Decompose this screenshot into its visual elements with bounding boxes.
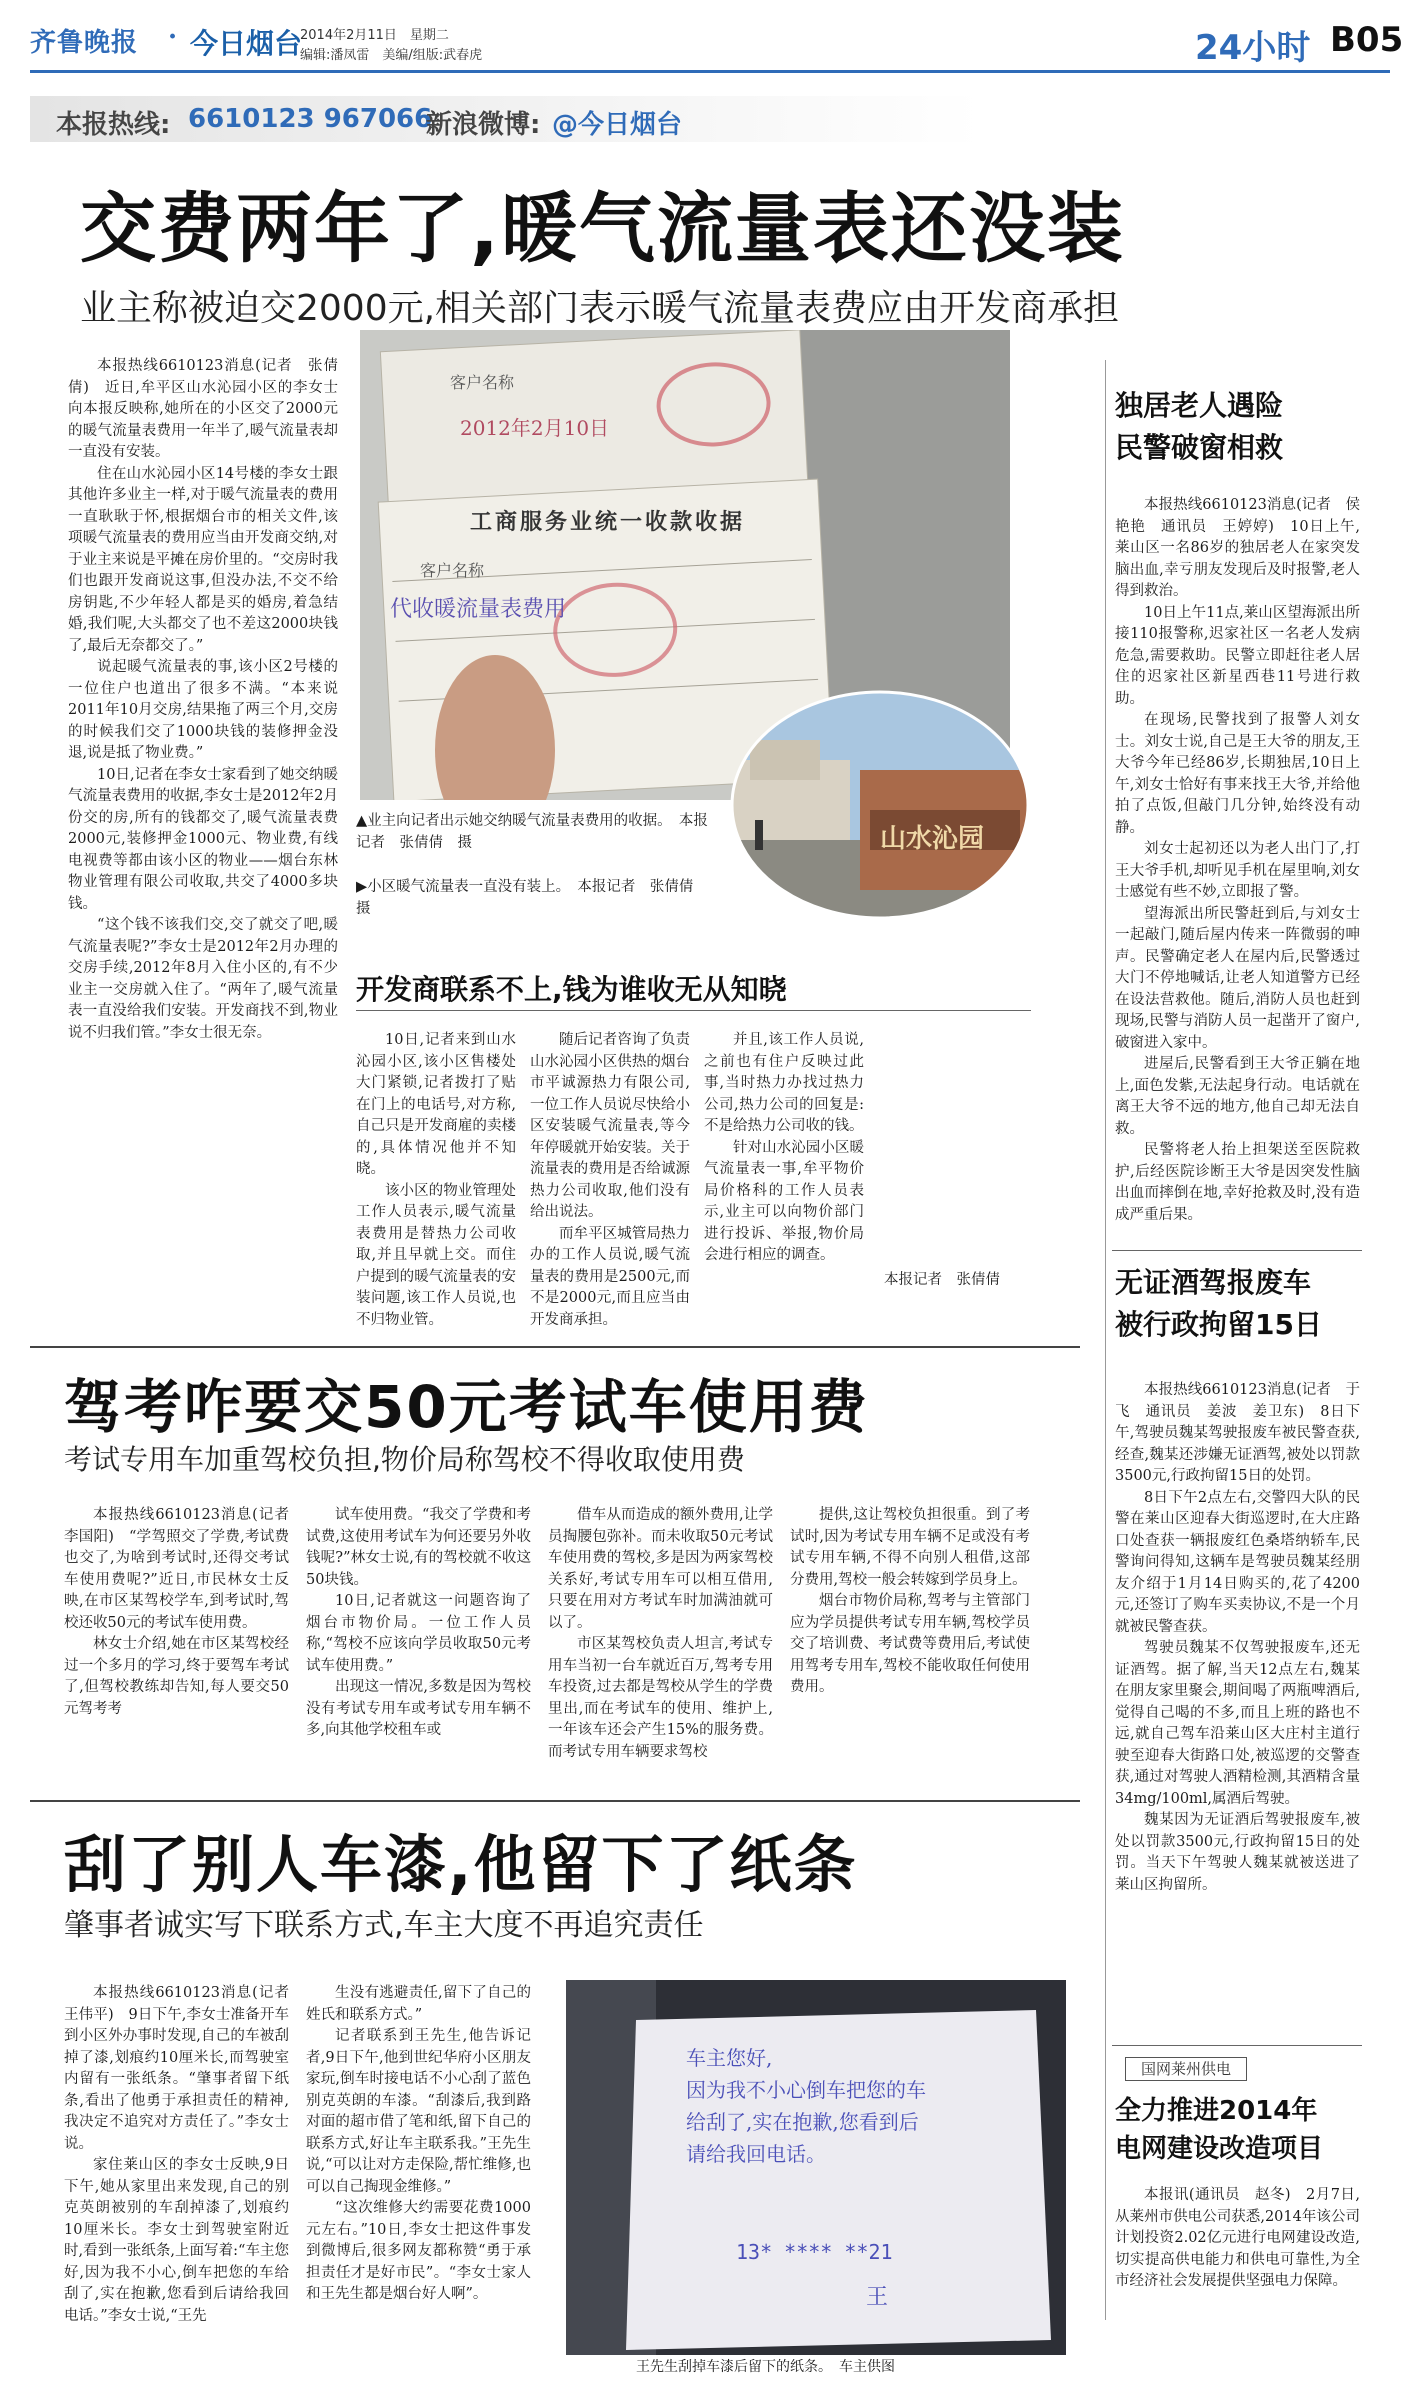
paragraph: 本报热线6610123消息(记者 王伟平) 9日下午,李女士准备开车到小区外办事时发现,自己的车被刮掉了漆,划痕约10厘米长,而驾驶室内留有一张纸条。“肇事者留下纸条,看出了他勇于承担责任的精神,我决定不追究对方责任了。”李女士说。 xyxy=(64,1985,304,2152)
story1-column-4 xyxy=(704,1030,864,1267)
paragraph: 本报热线6610123消息(记者 李国阳) “学驾照交了学费,考试费也交了,为啥到考试时,还得交考试车使用费呢?”近日,市民林女士反映,在市区某驾校学车,到考试时,驾校还收50元的考试车使用费。 xyxy=(64,1507,304,1631)
title-line: 独居老人遇险 xyxy=(1115,389,1284,422)
paragraph: 进屋后,民警看到王大爷正躺在地上,面色发紫,无法起身行动。电话就在离王大爷不远的地方,他自己却无法自救。 xyxy=(1115,1056,1360,1137)
note-line: 因为我不小心倒车把您的车 xyxy=(686,2078,926,2102)
paragraph: 本报热线6610123消息(记者 侯艳艳 通讯员 王婷婷) 10日上午,莱山区一名86岁的独居老人在家突发脑出血,幸亏朋友发现后及时报警,老人得到救治。 xyxy=(1115,497,1360,599)
story-separator xyxy=(30,1346,1080,1348)
paragraph: 魏某因为无证酒后驾驶报废车,被处以罚款3500元,行政拘留15日的处罚。当天下午驾驶人魏某就被送进了莱山区拘留所。 xyxy=(1115,1812,1360,1893)
newspaper-logo: 齐鲁晚报 xyxy=(30,28,139,58)
paragraph: 本报讯(通讯员 赵冬) 2月7日,从莱州市供电公司获悉,2014年该公司计划投资2.02亿元进行电网建设改造,切实提高供电能力和供电可靠性,为全市经济社会发展提供坚强电力保障。 xyxy=(1115,2187,1360,2289)
title-line: 被行政拘留15日 xyxy=(1115,1308,1322,1341)
subhead-rule xyxy=(356,1010,1031,1011)
receipt-photo-caption: ▲业主向记者出示她交纳暖气流量表费用的收据。 本报记者 张倩倩 摄 xyxy=(356,813,708,851)
story1-column-2 xyxy=(356,1030,516,1331)
paragraph: 驾驶员魏某不仅驾驶报废车,还无证酒驾。据了解,当天12点左右,魏某在朋友家里聚会,期间喝了两瓶啤酒后,觉得自己喝的不多,而且上班的路也不远,就自己驾车沿莱山区大庄村主道行驶至迎春大街路口处,被巡逻的交警查获,通过对驾驶人酒精检测,其酒精含量34mg/100ml,属酒后驾驶。 xyxy=(1115,1640,1360,1807)
paragraph: 该小区的物业管理处工作人员表示,暖气流量表费用是替热力公司收取,并且早就上交。而住户提到的暖气流量表的安装问题,该工作人员说,也不归物业管。 xyxy=(356,1182,516,1328)
section-name: 今日烟台 xyxy=(190,27,303,60)
note-handwriting xyxy=(686,2042,926,2170)
story-separator xyxy=(30,1800,1080,1802)
paragraph: 10日,记者来到山水沁园小区,该小区售楼处大门紧锁,记者拨打了贴在门上的电话号,对方称,自己只是开发商雇的卖楼的,具体情况他并不知晓。 xyxy=(356,1032,516,1177)
note-photo xyxy=(566,1980,1066,2355)
receipt-title: 工商服务业统一收款收据 xyxy=(470,510,746,535)
hotline-label: 本报热线: xyxy=(56,110,171,140)
story2-headline: 驾考咋要交50元考试车使用费 xyxy=(64,1373,869,1441)
page-number: B05 xyxy=(1330,20,1404,60)
right-story2-title xyxy=(1115,1262,1322,1346)
receipt-handwriting-top: 2012年2月10日 xyxy=(460,416,610,440)
paragraph: 本报热线6610123消息(记者 张倩倩) 近日,牟平区山水沁园小区的李女士向本报反映称,她所在的小区交了2000元的暖气流量表费用一年半了,暖气流量表却一直没有安装。 xyxy=(68,358,338,460)
paragraph: 10日,记者在李女士家看到了她交纳暖气流量表费用的收据,李女士是2012年2月份交的房,所有的钱都交了,暖气流量表费2000元,装修押金1000元、物业费,有线电视费等都由该小区的物业——烟台东林物业管理有限公司收取,共交了4000多块钱。 xyxy=(68,766,338,912)
right-separator xyxy=(1112,1250,1362,1251)
right-story3-title xyxy=(1115,2092,1323,2168)
note-phone: 13* **** **21 xyxy=(736,2240,893,2264)
weibo-account: @今日烟台 xyxy=(552,110,683,140)
paragraph: 而牟平区城管局热力办的工作人员说,暖气流量表的费用是2500元,而不是2000元,而且应当由开发商承担。 xyxy=(530,1225,690,1328)
paragraph: 说起暖气流量表的事,该小区2号楼的一位住户也道出了很多不满。“本来说2011年10月交房,结果拖了两三个月,交房的时候我们交了1000块钱的装修押金没退,说是抵了物业费。” xyxy=(68,659,338,761)
campus-sign-text: 山水沁园 xyxy=(880,824,985,854)
paragraph: 本报热线6610123消息(记者 于飞 通讯员 姜波 姜卫东) 8日下午,驾驶员魏某驾驶报废车被民警查获,经查,魏某还涉嫌无证酒驾,被处以罚款3500元,行政拘留15日的处罚。 xyxy=(1115,1382,1360,1484)
logo-separator: · xyxy=(168,22,178,52)
paragraph: 在现场,民警找到了报警人刘女士。刘女士说,自己是王大爷的朋友,王大爷今年已经86岁,长期独居,10日上午,刘女士恰好有事来找王大爷,并给他拍了点饭,但敲门几分钟,始终没有动静。 xyxy=(1115,712,1360,836)
paragraph: 市区某驾校负责人坦言,考试专用车当初一台车就近百万,驾考专用车投资,过去都是驾校从学生的学费里出,而在考试车的使用、维护上,一年该车还会产生15%的服务费。而考试专用车辆要求驾校 xyxy=(548,1636,773,1760)
story3-column-1 xyxy=(64,1983,304,2327)
note-line: 请给我回电话。 xyxy=(686,2142,826,2166)
paragraph: 望海派出所民警赶到后,与刘女士一起敲门,随后屋内传来一阵微弱的呻声。民警确定老人在屋内后,民警透过大门不停地喊话,让老人知道警方已经在设法营救他。随后,消防人员也赶到现场,民警与消防人员一起凿开了窗户,破窗进入家中。 xyxy=(1115,905,1360,1051)
story1-headline: 交费两年了,暖气流量表还没装 xyxy=(80,184,1125,273)
title-line: 民警破窗相救 xyxy=(1115,431,1284,464)
paragraph: 随后记者咨询了负责山水沁园小区供热的烟台市平诚源热力有限公司,一位工作人员说尽快给小区安装暖气流量表,等今年停暖就开始安装。关于流量表的费用是否给诚源热力公司收取,他们没有给出说法。 xyxy=(530,1032,690,1220)
story2-column-2 xyxy=(306,1505,531,1742)
paragraph: 提供,这让驾校负担很重。到了考试时,因为考试专用车辆不足或没有考试专用车辆,不得不向别人租借,这部分费用,驾校一般会转嫁到学员身上。 xyxy=(790,1507,1030,1588)
story2-column-3 xyxy=(548,1505,773,1763)
weibo-label: 新浪微博: xyxy=(426,110,541,140)
campus-sign-photo xyxy=(730,690,1030,920)
paragraph: 刘女士起初还以为老人出门了,打王大爷手机,却听见手机在屋里响,刘女士感觉有些不妙,立即报了警。 xyxy=(1115,841,1360,900)
paragraph: 试车使用费。“我交了学费和考试费,这使用考试车为何还要另外收钱呢?”林女士说,有的驾校就不收这50块钱。 xyxy=(306,1507,531,1588)
story1-subhead: 开发商联系不上,钱为谁收无从知晓 xyxy=(356,973,787,1006)
right-story1-title xyxy=(1115,385,1283,469)
sponsor-tag: 国网莱州供电 xyxy=(1125,2057,1247,2081)
note-line: 车主您好, xyxy=(686,2046,773,2070)
paragraph: 林女士介绍,她在市区某驾校经过一个多月的学习,终于要驾车考试了,但驾校教练却告知,每人要交50元驾考考 xyxy=(64,1636,289,1717)
right-story3-body xyxy=(1115,2185,1360,2293)
paragraph: 8日下午2点左右,交警四大队的民警在莱山区迎春大街巡逻时,在大庄路口处查获一辆报废红色桑塔纳轿车,民警询问得知,这辆车是驾驶员魏某经朋友介绍于1月14日购买的,花了4200元,还签订了购车买卖协议,不是一个月就被民警查获。 xyxy=(1115,1489,1360,1635)
receipt-client-field: 客户名称 xyxy=(420,561,485,580)
story1-byline: 本报记者 张倩倩 xyxy=(884,1272,1000,1288)
right-story1-body xyxy=(1115,495,1360,1226)
note-photo-caption: 王先生刮掉车漆后留下的纸条。 车主供图 xyxy=(636,2359,895,2375)
story1-column-3 xyxy=(530,1030,690,1331)
story1-subheadline: 业主称被迫交2000元,相关部门表示暖气流量表费应由开发商承担 xyxy=(80,288,1120,329)
note-line: 给刮了,实在抱歉,您看到后 xyxy=(686,2110,919,2134)
story3-headline: 刮了别人车漆,他留下了纸条 xyxy=(64,1828,858,1901)
story3-subheadline: 肇事者诚实写下联系方式,车主大度不再追究责任 xyxy=(64,1908,704,1943)
paragraph: 记者联系到王先生,他告诉记者,9日下午,他到世纪华府小区朋友家玩,倒车时接电话不小心刮了蓝色别克英朗的车漆。“刮漆后,我到路对面的超市借了笔和纸,留下自己的联系方式,好让车主联系我。”王先生说,“可以让对方走保险,帮忙维修,也可以自己掏现金维修。” xyxy=(306,2028,531,2195)
paragraph: 并且,该工作人员说,之前也有住户反映过此事,当时热力办找过热力公司,热力公司的回复是:不是给热力公司收的钱。 xyxy=(704,1032,864,1134)
paragraph: 烟台市物价局称,驾考与主管部门应为学员提供考试专用车辆,驾校学员交了培训费、考试费等费用后,考试使用驾考专用车,驾校不能收取任何使用费用。 xyxy=(790,1593,1030,1695)
title-line: 无证酒驾报废车 xyxy=(1115,1266,1312,1299)
hotline-numbers: 6610123 967066 xyxy=(188,104,433,134)
issue-date: 2014年2月11日 星期二 xyxy=(300,28,449,43)
editor-credits: 编辑:潘凤雷 美编/组版:武春虎 xyxy=(300,48,483,63)
paragraph: 出现这一情况,多数是因为驾校没有考试专用车或考试专用车辆不多,向其他学校租车或 xyxy=(306,1679,531,1738)
story1-column-1 xyxy=(68,356,338,1044)
paragraph: “这次维修大约需要花费1000元左右。”10日,李女士把这件事发到微博后,很多网友都称赞“勇于承担责任才是好市民”。“李女士家人和王先生都是烟台好人啊”。 xyxy=(306,2200,531,2302)
story2-column-1 xyxy=(64,1505,304,1720)
paragraph: 针对山水沁园小区暖气流量表一事,牟平物价局价格科的工作人员表示,业主可以向物价部门进行投诉、举报,物价局会进行相应的调查。 xyxy=(704,1139,864,1263)
paragraph: 家住莱山区的李女士反映,9日下午,她从家里出来发现,自己的别克英朗被别的车刮掉漆了,划痕约10厘米长。李女士到驾驶室附近时,看到一张纸条,上面写着:“车主您好,因为我不小心,倒车把您的车给刮了,实在抱歉,您看到后请给我回电话。”李女士说,“王先 xyxy=(64,2157,289,2324)
right-story2-body xyxy=(1115,1380,1360,1896)
right-separator xyxy=(1112,2045,1362,2046)
title-line: 电网建设改造项目 xyxy=(1115,2134,1324,2164)
campus-photo-caption: ▶小区暖气流量表一直没有装上。 本报记者 张倩倩 摄 xyxy=(356,879,708,917)
paragraph: 借车从而造成的额外费用,让学员掏腰包弥补。而未收取50元考试车使用费的驾校,多是因为两家驾校关系好,考试专用车可以相互借用,只要在用对方考试车时加满油就可以了。 xyxy=(548,1507,773,1631)
paragraph: 民警将老人抬上担架送至医院救护,后经医院诊断王大爷是因突发性脑出血而摔倒在地,幸好抢救及时,没有造成严重后果。 xyxy=(1115,1142,1360,1223)
note-signature: 王 xyxy=(866,2285,889,2310)
paragraph: 生没有逃避责任,留下了自己的姓氏和联系方式。” xyxy=(306,1985,531,2023)
story2-subheadline: 考试专用车加重驾校负担,物价局称驾校不得收取使用费 xyxy=(64,1443,745,1476)
paragraph: 10日,记者就这一问题咨询了烟台市物价局。一位工作人员称,“驾校不应该向学员收取50元考试车使用费。” xyxy=(306,1593,531,1674)
section-clock-label: 24小时 xyxy=(1195,28,1311,68)
receipt-handwriting: 代收暖流量表费用 xyxy=(390,597,567,622)
paragraph: 住在山水沁园小区14号楼的李女士跟其他许多业主一样,对于暖气流量表的费用一直耿耿于怀,根据烟台市的相关文件,该项暖气流量表的费用应当由开发商交纳,对于业主来说是平摊在房价里的。“交房时我们也跟开发商说这事,但没办法,不交不给房钥匙,不少年轻人都是买的婚房,着急结婚,我们呢,大头都交了也不差这2000块钱了,最后无奈都交了。” xyxy=(68,465,338,654)
paragraph: 10日上午11点,莱山区望海派出所接110报警称,迟家社区一名老人发病危急,需要救助。民警立即赶往老人居住的迟家社区新星西巷11号进行救助。 xyxy=(1115,604,1360,707)
story2-column-4 xyxy=(790,1505,1030,1699)
paragraph: “这个钱不该我们交,交了就交了吧,暖气流量表呢?”李女士是2012年2月办理的交房手续,2012年8月入住小区的,有不少业主一交房就入住了。“两年了,暖气流量表一直没给我们安装。开发商找不到,物业说不归我们管。”李女士很无奈。 xyxy=(68,917,338,1041)
campus-photo-illustration xyxy=(730,690,1030,920)
header-rule xyxy=(30,70,1390,73)
title-line: 全力推进2014年 xyxy=(1115,2096,1318,2126)
column-rule xyxy=(1105,360,1106,2320)
receipt-client-field-top: 客户名称 xyxy=(450,373,515,392)
story3-column-2 xyxy=(306,1983,531,2306)
